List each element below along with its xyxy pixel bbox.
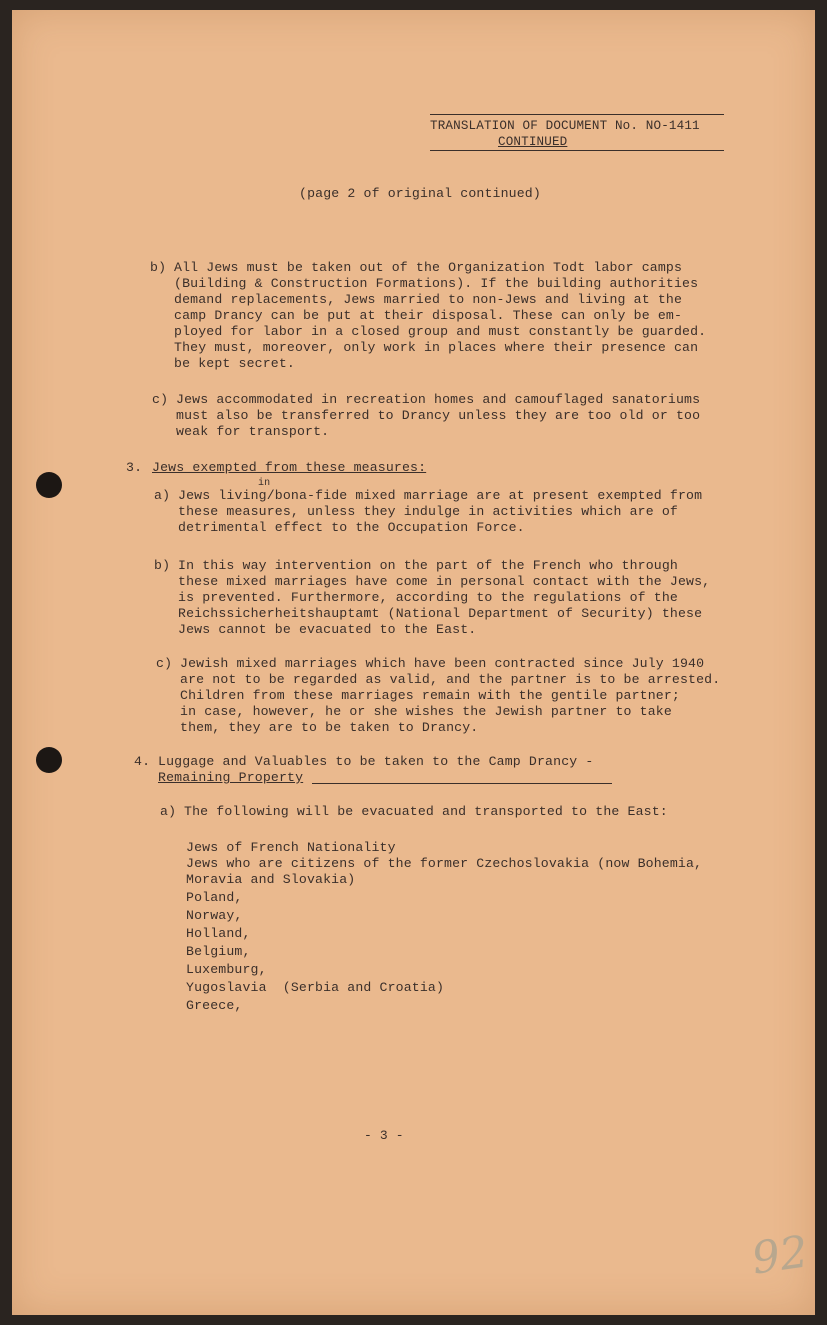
- paragraph-line: them, they are to be taken to Drancy.: [180, 720, 479, 735]
- item-marker: b): [154, 558, 171, 573]
- paragraph-line: must also be transferred to Drancy unless they are too old or too: [176, 408, 701, 423]
- paragraph-line: Children from these marriages remain with the gentile partner;: [180, 688, 680, 703]
- list-item: Norway,: [186, 908, 243, 923]
- paragraph-line: weak for transport.: [176, 424, 330, 439]
- list-item: Luxemburg,: [186, 962, 267, 977]
- paragraph-line: are not to be regarded as valid, and the partner is to be arrested.: [180, 672, 721, 687]
- list-item: Jews of French Nationality: [186, 840, 396, 855]
- punch-hole-upper: [36, 472, 62, 498]
- paragraph-line: Jewish mixed marriages which have been contracted since July 1940: [180, 656, 705, 671]
- paragraph-line: these mixed marriages have come in personal contact with the Jews,: [178, 574, 711, 589]
- paragraph-line: The following will be evacuated and transported to the East:: [184, 804, 668, 819]
- document-title: TRANSLATION OF DOCUMENT No. NO-1411: [430, 119, 700, 133]
- handwritten-insertion: in: [258, 478, 271, 489]
- list-item: Poland,: [186, 890, 243, 905]
- paragraph-line: ployed for labor in a closed group and must constantly be guarded.: [174, 324, 707, 339]
- paragraph-line: these measures, unless they indulge in activities which are of: [178, 504, 678, 519]
- header-rule-bottom: [430, 150, 724, 151]
- page-number: - 3 -: [364, 1128, 404, 1143]
- document-continued: CONTINUED: [498, 135, 568, 149]
- section-heading: Jews exempted from these measures:: [152, 460, 427, 475]
- paragraph-line: Reichssicherheitshauptamt (National Department of Security) these: [178, 606, 703, 621]
- list-item: Greece,: [186, 998, 243, 1013]
- paragraph-line: be kept secret.: [174, 356, 295, 371]
- item-marker: a): [160, 804, 177, 819]
- paragraph-line: is prevented. Furthermore, according to the regulations of the: [178, 590, 678, 605]
- list-item: Moravia and Slovakia): [186, 872, 356, 887]
- heading-rule: [312, 783, 612, 784]
- header-rule-top: [430, 114, 724, 115]
- item-marker: b): [150, 260, 167, 275]
- paragraph-line: detrimental effect to the Occupation Force.: [178, 520, 525, 535]
- paragraph-line: (Building & Construction Formations). If the building authorities: [174, 276, 699, 291]
- paragraph-line: Jews living/bona-fide mixed marriage are at present exempted from: [178, 488, 703, 503]
- punch-hole-lower: [36, 747, 62, 773]
- item-marker: c): [152, 392, 169, 407]
- list-item: Holland,: [186, 926, 251, 941]
- handwritten-folio-number: 92: [748, 1226, 812, 1285]
- paragraph-line: They must, moreover, only work in places where their presence can: [174, 340, 699, 355]
- page-continuation-note: (page 2 of original continued): [299, 186, 541, 201]
- section-number: 4.: [134, 754, 151, 769]
- document-page: [12, 10, 815, 1315]
- section-heading: Luggage and Valuables to be taken to the Camp Drancy -: [158, 754, 594, 769]
- section-heading: Remaining Property: [158, 770, 304, 785]
- paragraph-line: camp Drancy can be put at their disposal. These can only be em-: [174, 308, 683, 323]
- item-marker: a): [154, 488, 171, 503]
- paragraph-line: Jews accommodated in recreation homes and camouflaged sanatoriums: [176, 392, 701, 407]
- paragraph-line: In this way intervention on the part of the French who through: [178, 558, 678, 573]
- list-item: Yugoslavia (Serbia and Croatia): [186, 980, 445, 995]
- item-marker: c): [156, 656, 173, 671]
- list-item: Belgium,: [186, 944, 251, 959]
- paragraph-line: All Jews must be taken out of the Organization Todt labor camps: [174, 260, 683, 275]
- list-item: Jews who are citizens of the former Czechoslovakia (now Bohemia,: [186, 856, 703, 871]
- paragraph-line: in case, however, he or she wishes the Jewish partner to take: [180, 704, 672, 719]
- paragraph-line: Jews cannot be evacuated to the East.: [178, 622, 477, 637]
- paragraph-line: demand replacements, Jews married to non-Jews and living at the: [174, 292, 683, 307]
- section-number: 3.: [126, 460, 143, 475]
